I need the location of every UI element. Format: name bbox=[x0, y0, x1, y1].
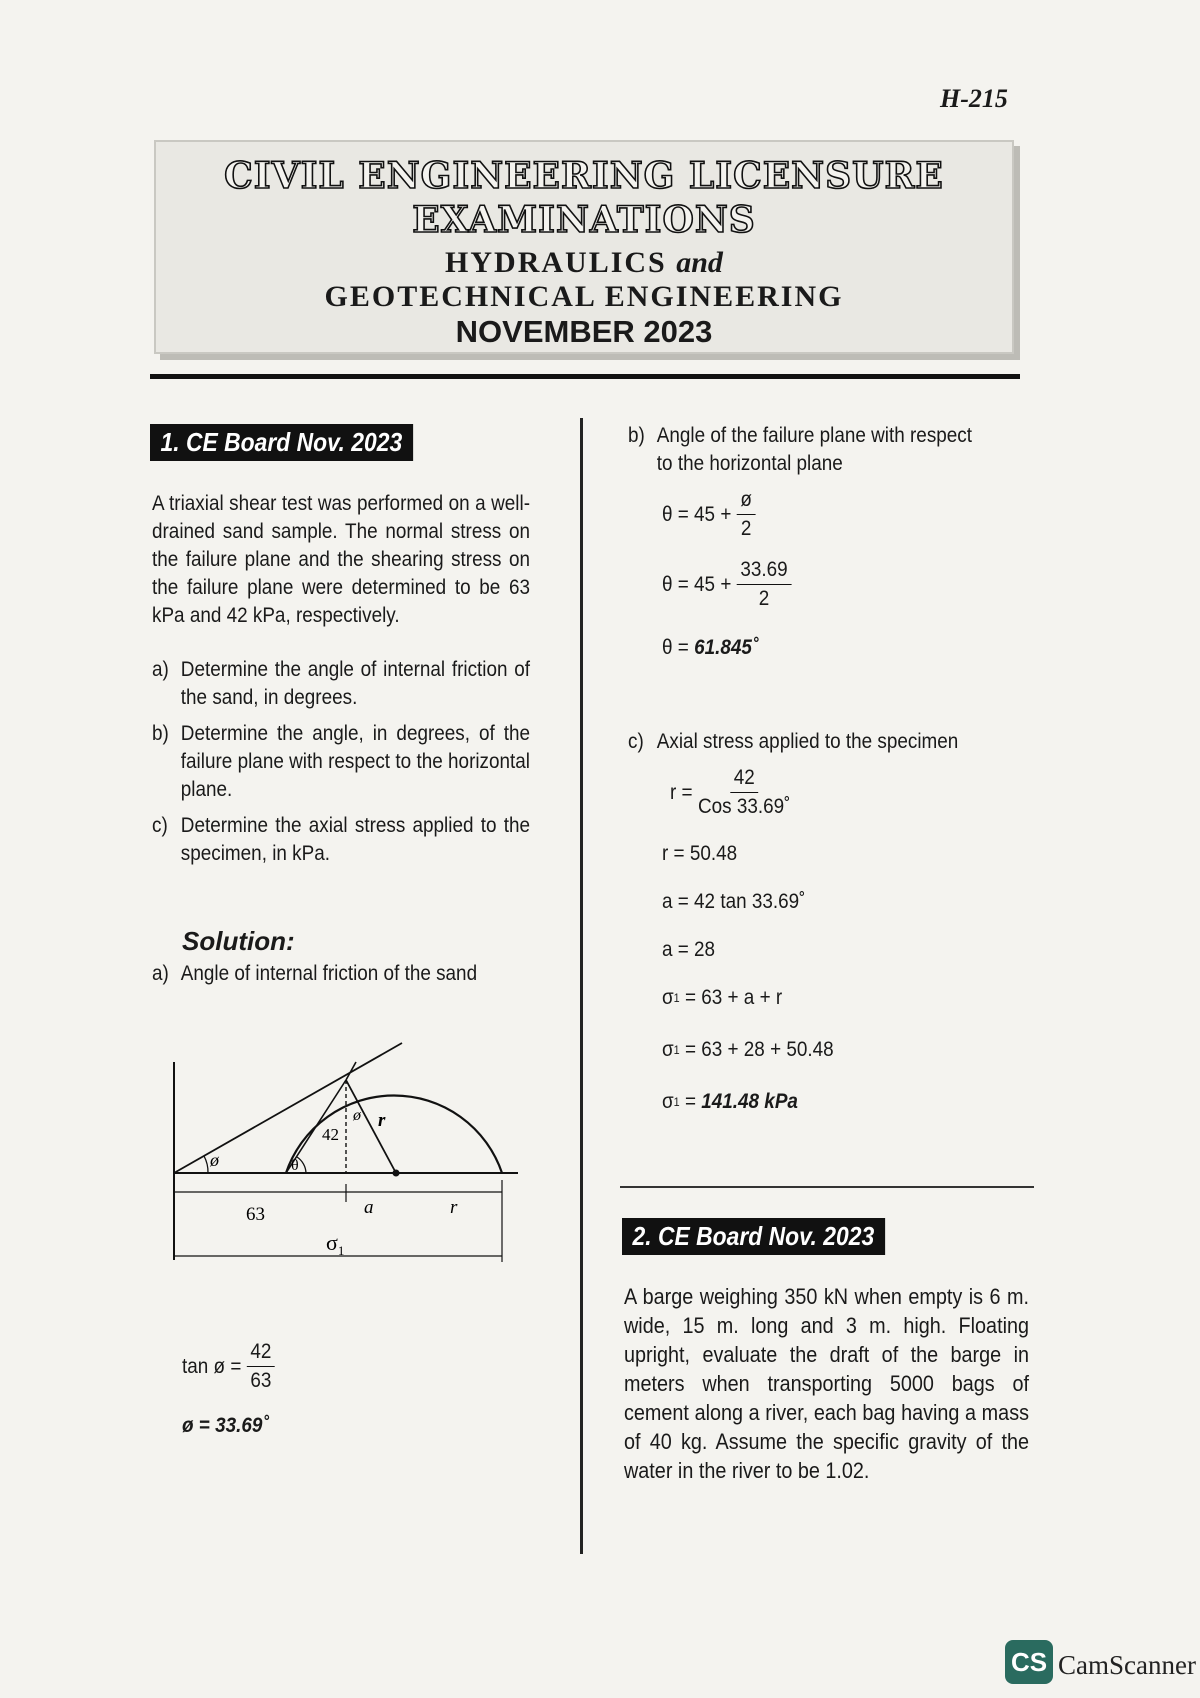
numerator: 33.69 bbox=[737, 558, 792, 585]
r-label: r bbox=[450, 1197, 458, 1218]
phi-arc bbox=[204, 1156, 208, 1173]
page-number: H-215 bbox=[940, 84, 1008, 113]
numerator: 42 bbox=[730, 766, 758, 793]
question-label: a) bbox=[152, 658, 169, 681]
phi-label-top: ø bbox=[353, 1107, 361, 1124]
denominator: 2 bbox=[758, 587, 770, 610]
eq-rhs: = 63 + a + r bbox=[684, 986, 783, 1009]
denominator: 63 bbox=[250, 1369, 272, 1392]
subject-and: and bbox=[676, 246, 723, 279]
part-text: Axial stress applied to the specimen bbox=[656, 730, 959, 753]
phi-result: ø = 33.69˚ bbox=[182, 1414, 269, 1437]
column-divider bbox=[580, 418, 583, 1554]
radius-equation bbox=[670, 766, 790, 819]
sigma-subscript: 1 bbox=[673, 1095, 680, 1109]
subject-part1: HYDRAULICS bbox=[445, 246, 667, 279]
eq-lhs: tan ø = bbox=[182, 1354, 242, 1378]
radius-value: r = 50.48 bbox=[662, 842, 738, 865]
sigma1-substitution bbox=[662, 1038, 834, 1062]
problem2-statement: A barge weighing 350 kN when empty is 6 m. wide, 15 m. long and 3 m. high. Floating upright, evaluate the draft of the barge in meters when transporting 5000 bags of cement along a river, each bag having a mass of 40 kg. Assume the specific gravity of the water in the river to be 1.02. bbox=[624, 1284, 1029, 1483]
mohr-circle bbox=[286, 1095, 502, 1173]
numerator: 42 bbox=[247, 1340, 275, 1367]
eq-rhs: = 63 + 28 + 50.48 bbox=[684, 1038, 834, 1061]
eq-lhs: r = bbox=[670, 780, 693, 804]
phi-label: ø bbox=[210, 1150, 219, 1170]
problem1-question-a bbox=[152, 656, 530, 712]
sigma-symbol: σ bbox=[662, 1090, 674, 1113]
denominator: Cos 33.69˚ bbox=[697, 795, 791, 818]
part-c-heading bbox=[628, 728, 988, 756]
problem2-badge: 2. CE Board Nov. 2023 bbox=[622, 1218, 885, 1255]
solution-heading: Solution: bbox=[182, 926, 295, 956]
eq-lhs: θ = bbox=[662, 636, 689, 659]
eq-lhs: = bbox=[684, 1090, 696, 1113]
question-label: c) bbox=[152, 814, 168, 837]
radius-line bbox=[346, 1080, 396, 1173]
sigma1-result bbox=[662, 1090, 798, 1114]
theta-equation-1 bbox=[662, 488, 756, 541]
tan-phi-equation bbox=[182, 1340, 275, 1393]
theta-label: θ bbox=[291, 1157, 299, 1174]
question-text: Determine the angle of internal friction of the sand, in degrees. bbox=[180, 658, 531, 709]
camscanner-watermark: CamScanner bbox=[1058, 1650, 1196, 1680]
question-text: Determine the axial stress applied to the specimen, in kPa. bbox=[180, 814, 531, 865]
mohr-circle-diagram bbox=[150, 1030, 530, 1270]
sigma-symbol: σ bbox=[662, 1038, 674, 1061]
sigma1-label bbox=[326, 1230, 344, 1258]
exam-date: NOVEMBER 2023 bbox=[455, 314, 713, 349]
part-text: Angle of internal friction of the sand bbox=[180, 962, 478, 985]
camscanner-logo: CS bbox=[1005, 1640, 1053, 1684]
fraction bbox=[247, 1340, 275, 1393]
part-text: Angle of the failure plane with respect to the horizontal plane bbox=[656, 424, 972, 475]
part-a-heading bbox=[152, 960, 530, 988]
exam-title-line1: CIVIL ENGINEERING LICENSURE bbox=[224, 155, 944, 197]
question-label: b) bbox=[152, 722, 169, 745]
problem1-question-b bbox=[152, 720, 530, 804]
sigma-subscript: 1 bbox=[337, 1243, 345, 1258]
part-label: a) bbox=[152, 962, 169, 985]
sigma-symbol: σ bbox=[326, 1230, 338, 1255]
part-label: b) bbox=[628, 424, 645, 447]
problem1-question-c bbox=[152, 812, 530, 868]
theta-result bbox=[662, 636, 758, 660]
sigma-symbol: σ bbox=[662, 986, 674, 1009]
numerator: ø bbox=[737, 488, 756, 515]
subject-line2: GEOTECHNICAL ENGINEERING bbox=[324, 280, 844, 313]
shear-stress-label: 42 bbox=[322, 1125, 339, 1144]
problem1-statement: A triaxial shear test was performed on a well-drained sand sample. The normal stress on the failure plane and the shearing stress on the failure plane were determined to be 63 kPa and 42 kPa, respectively. bbox=[152, 492, 530, 627]
exam-title-line2: EXAMINATIONS bbox=[412, 199, 756, 241]
sigma1-equation bbox=[662, 986, 782, 1010]
a-value: a = 28 bbox=[662, 938, 716, 961]
circle-center bbox=[393, 1170, 400, 1177]
question-text: Determine the angle, in degrees, of the failure plane with respect to the horizontal plane. bbox=[180, 722, 531, 801]
part-label: c) bbox=[628, 730, 644, 753]
sigma-subscript: 1 bbox=[673, 1043, 680, 1057]
fraction bbox=[737, 558, 792, 611]
normal-stress-label: 63 bbox=[246, 1204, 265, 1225]
eq-lhs: θ = 45 + bbox=[662, 572, 732, 596]
result-value: 141.48 kPa bbox=[701, 1090, 798, 1113]
radius-label: r bbox=[378, 1110, 386, 1131]
failure-envelope bbox=[174, 1043, 402, 1173]
fraction bbox=[737, 488, 756, 541]
exam-header bbox=[154, 140, 1014, 354]
a-equation: a = 42 tan 33.69˚ bbox=[662, 890, 806, 913]
subject-line1 bbox=[156, 246, 1012, 280]
problem1-badge: 1. CE Board Nov. 2023 bbox=[150, 424, 413, 461]
section-rule bbox=[620, 1186, 1034, 1188]
result-value: 61.845˚ bbox=[694, 636, 759, 659]
header-rule bbox=[150, 374, 1020, 379]
part-b-heading bbox=[628, 422, 988, 478]
sigma-subscript: 1 bbox=[673, 991, 680, 1005]
eq-lhs: θ = 45 + bbox=[662, 502, 732, 526]
a-label: a bbox=[364, 1197, 374, 1218]
denominator: 2 bbox=[740, 517, 752, 540]
fraction bbox=[698, 766, 790, 819]
theta-equation-2 bbox=[662, 558, 791, 611]
